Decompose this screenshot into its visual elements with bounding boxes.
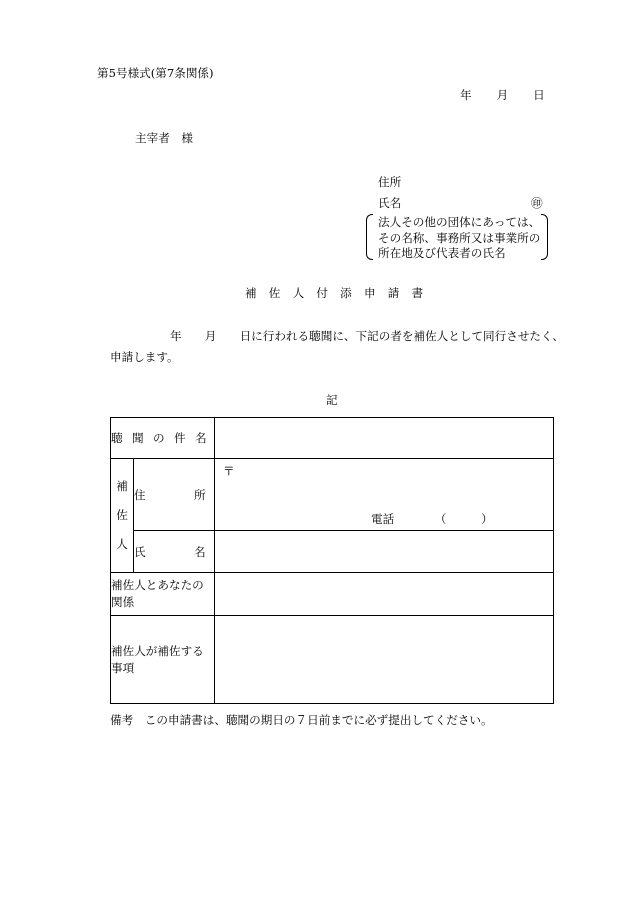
matters-value-cell: [215, 616, 554, 704]
relationship-value-cell: [215, 573, 554, 616]
ki-heading: 記: [326, 393, 338, 407]
assistant-address-row: [111, 459, 554, 531]
assistant-name-label-cell: [134, 531, 254, 573]
applicant-address-label: 住所: [378, 175, 402, 189]
assistant-address-label-cell: [134, 459, 254, 531]
assistant-name-label: 氏名: [134, 544, 254, 559]
seal-mark: ㊞: [531, 196, 543, 210]
document-title: 補佐人付添申請書: [245, 286, 436, 300]
organization-note-line: 所在地及び代表者の氏名: [378, 246, 506, 260]
assistant-address-value-cell: [215, 459, 554, 531]
relationship-label-cell: [111, 573, 215, 616]
remarks: 備考 この申請書は、聴聞の期日の７日前までに必ず提出してください。: [110, 713, 493, 727]
organization-note-line: その名称、事務所又は事業所の: [378, 230, 541, 245]
relationship-label-line: 関係: [111, 595, 135, 609]
matters-label-cell: [111, 616, 215, 704]
assistant-label-cell: [111, 459, 134, 573]
assistant-label: 補佐人: [116, 479, 128, 551]
relationship-label-line: 補佐人とあなたの: [111, 578, 204, 592]
addressee: 主宰者 様: [135, 131, 193, 145]
assistant-name-value-cell: [215, 531, 554, 573]
matters-label-line: 事項: [111, 660, 135, 675]
case-name-label: 聴聞の件名: [111, 431, 216, 445]
left-bracket: [366, 214, 373, 260]
case-name-row: [111, 418, 554, 459]
assistant-address-label: 住所: [134, 487, 254, 502]
phone-line: 電話 （ ）: [371, 512, 493, 526]
matters-row: [111, 616, 554, 704]
case-name-value-cell: [215, 418, 554, 459]
body-line-2: 申請します。: [110, 350, 179, 364]
applicant-name-label: 氏名: [378, 196, 402, 210]
postal-mark: 〒: [223, 464, 235, 478]
form-number: 第5号様式(第7条関係): [97, 66, 214, 80]
right-bracket: [541, 214, 548, 260]
relationship-row: [111, 573, 554, 616]
case-name-label-cell: [111, 418, 215, 459]
organization-note-line: 法人その他の団体にあっては、: [378, 215, 541, 229]
date-line: 年 月 日: [460, 88, 546, 102]
body-line-1: 年 月 日に行われる聴聞に、下記の者を補佐人として同行させたく、: [170, 329, 564, 343]
organization-note-text: [378, 215, 540, 262]
organization-note: [366, 214, 548, 260]
assistant-info-table: [110, 417, 554, 704]
matters-label-line: 補佐人が補佐する: [111, 643, 204, 658]
assistant-name-row: [111, 531, 554, 573]
